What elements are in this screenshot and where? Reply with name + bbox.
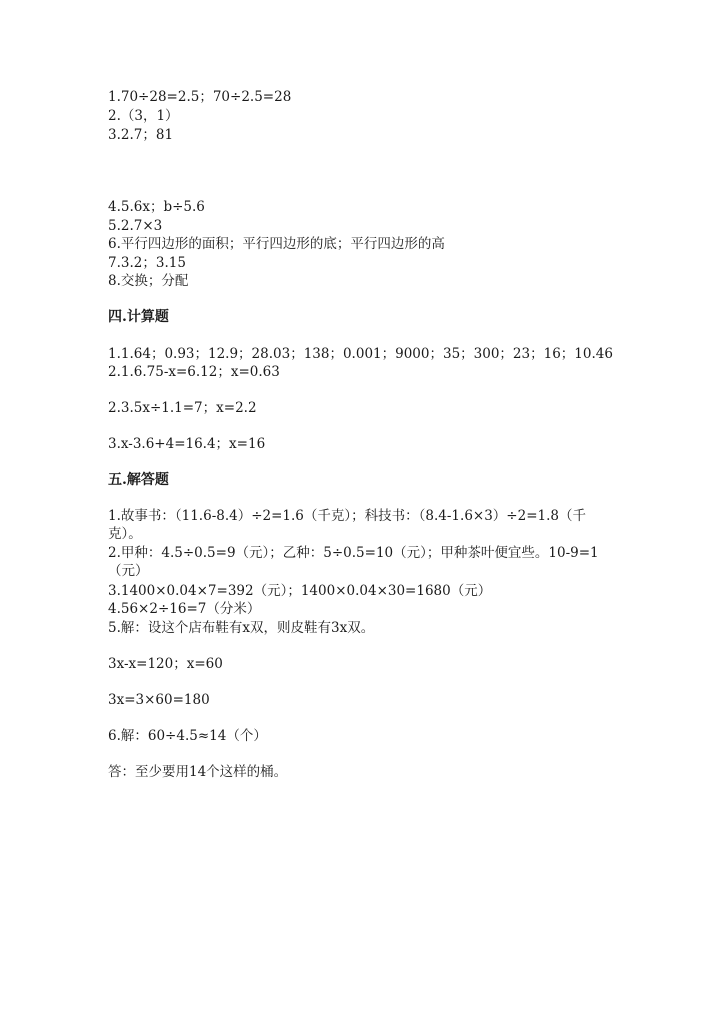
answer-line: 1.70÷28=2.5；70÷2.5=28 (108, 89, 292, 105)
answer-line: 3.1400×0.04×7=392（元）；1400×0.04×30=1680（元） (108, 583, 492, 599)
section-heading: 四.计算题 (108, 309, 169, 325)
answer-line: 3.x-3.6+4=16.4；x=16 (108, 436, 266, 452)
answer-line: 3.2.7；81 (108, 127, 174, 143)
answer-line: 4.5.6x；b÷5.6 (108, 199, 205, 215)
answer-line: 3x=3×60=180 (108, 692, 210, 708)
answer-line: 2.甲种：4.5÷0.5=9（元）；乙种：5÷0.5=10（元）；甲种茶叶便宜些。10-9=1（元） (108, 545, 599, 579)
answer-line: 3x-x=120；x=60 (108, 656, 223, 672)
answer-line: 6.解：60÷4.5≈14（个） (108, 728, 267, 744)
answer-line: 6.平行四边形的面积；平行四边形的底；平行四边形的高 (108, 236, 445, 252)
answer-line: 7.3.2；3.15 (108, 255, 186, 271)
answer-line: 2.1.6.75-x=6.12；x=0.63 (108, 364, 280, 380)
section-heading: 五.解答题 (108, 472, 169, 488)
answer-line: 8.交换；分配 (108, 273, 189, 289)
answer-line: 1.故事书：（11.6-8.4）÷2=1.6（千克）；科技书：（8.4-1.6×3）÷2=1.8（千克）。 (108, 508, 586, 542)
answer-line: 答：至少要用14个这样的桶。 (108, 764, 288, 780)
answer-line: 5.2.7×3 (108, 218, 163, 234)
answer-line: 2.3.5x÷1.1=7；x=2.2 (108, 400, 257, 416)
answer-line: 5.解：设这个店布鞋有x双，则皮鞋有3x双。 (108, 620, 375, 636)
answer-line: 4.56×2÷16=7（分米） (108, 601, 261, 617)
answer-line: 1.1.64；0.93；12.9；28.03；138；0.001；9000；35；300；23；16；10.46 (108, 346, 613, 362)
answer-line: 2.（3，1） (108, 108, 179, 124)
